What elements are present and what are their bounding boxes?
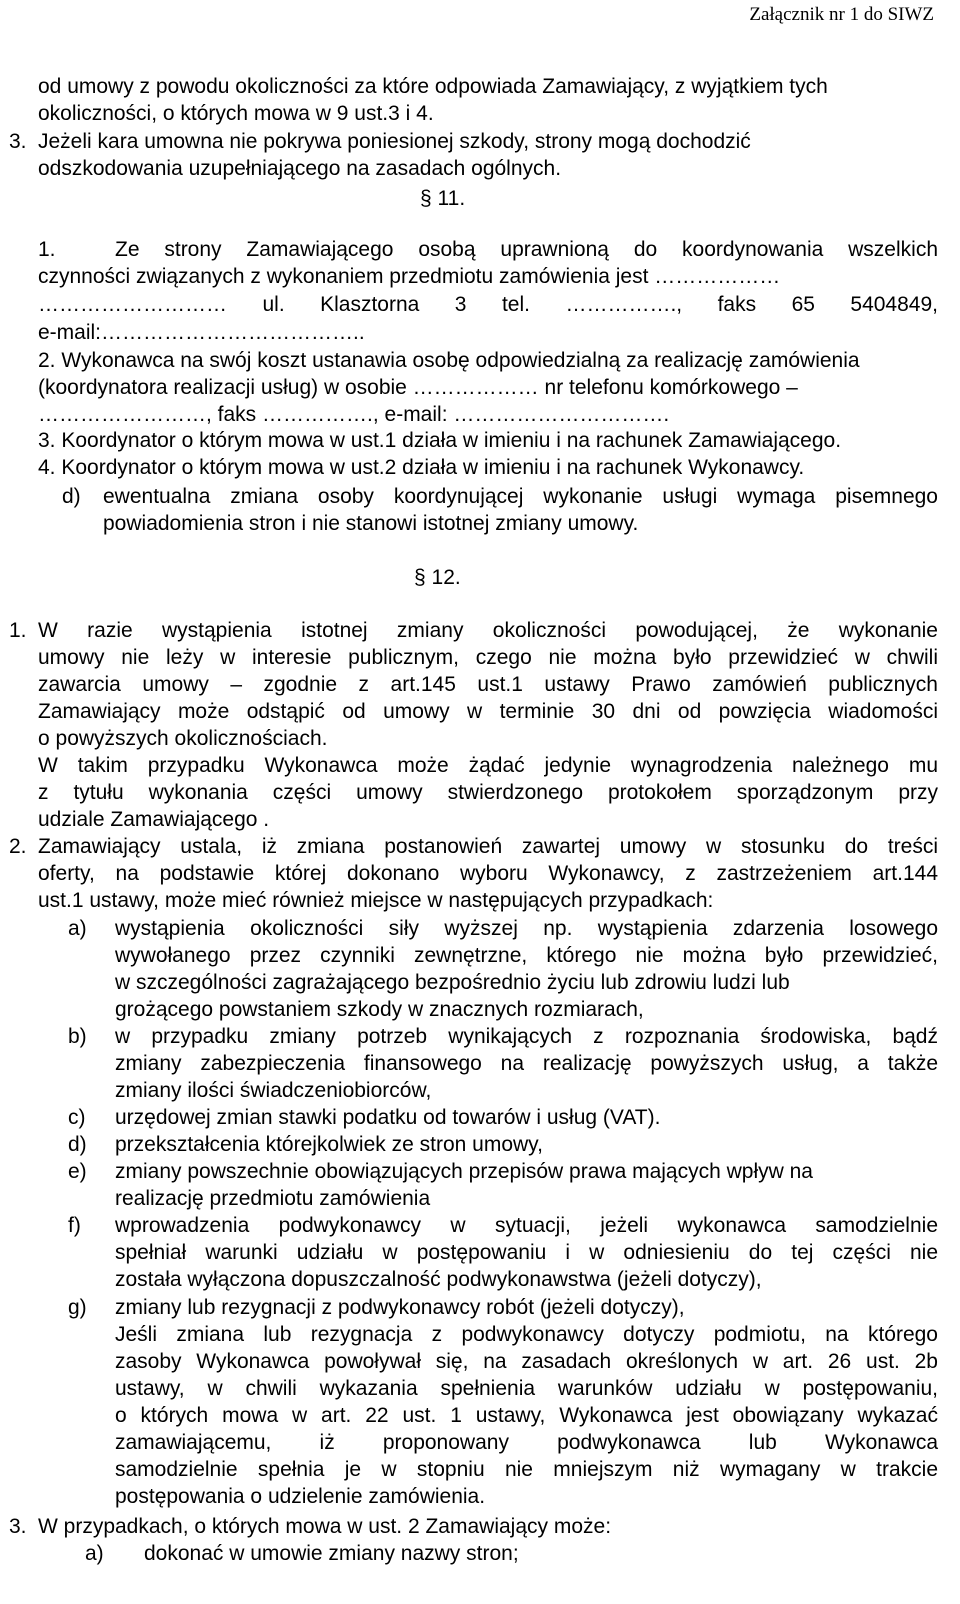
text-line: czynności związanych z wykonaniem przedmiotu zamówienia jest ……………… [38,265,781,288]
text-line: zmiany lub rezygnacji z podwykonawcy robót (jeżeli dotyczy), [115,1296,685,1319]
text-line: o powyższych okolicznościach. [38,727,328,750]
text-line: urzędowej zmian stawki podatku od towarów i usług (VAT). [115,1106,661,1129]
point-number: 1. [38,238,56,261]
section-11-heading: § 11. [420,187,466,210]
text-line: ……………………, faks ……………., e-mail: …………………………. [38,403,670,426]
section-11-point-3: 3. Koordynator o którym mowa w ust.1 działa w imieniu i na rachunek Zamawiającego. [38,429,842,452]
text-line: z tytułu wykonania części umowy stwierdzonego protokołem sporządzonym przy [38,781,938,804]
text-line: realizację przedmiotu zamówienia [115,1187,431,1210]
section-12-heading: § 12. [414,566,461,589]
text-line: Jeśli zmiana lub rezygnacja z podwykonawcy dotyczy podmiotu, na którego [115,1323,938,1346]
text-line: W razie wystąpienia istotnej zmiany okoliczności powodującej, że wykonanie [38,619,938,642]
text-line: zmiany ilości świadczeniobiorców, [115,1079,432,1102]
item-label: e) [68,1160,87,1183]
text-line: spełniał warunki udziału w postępowaniu i w odniesieniu do tej części nie [115,1241,938,1264]
text-line: e-mail:……………………………….. [38,321,365,344]
item-label: c) [68,1106,86,1129]
point-number: 2. [9,835,27,858]
text-line: wprowadzenia podwykonawcy w sytuacji, jeżeli wykonawca samodzielnie [115,1214,938,1237]
text-line: wywołanego przez czynniki zewnętrzne, którego nie można było przewidzieć, [115,944,938,967]
text-line: Ze strony Zamawiającego osobą uprawnioną do koordynowania wszelkich [115,238,938,261]
text-line: ustawy, w chwili wykazania spełnienia warunków udziału w postępowaniu, [115,1377,938,1400]
text-line: (koordynatora realizacji usług) w osobie ……………… nr telefonu komórkowego – [38,376,798,399]
section-11-point-4: 4. Koordynator o którym mowa w ust.2 działa w imieniu i na rachunek Wykonawcy. [38,456,805,479]
item-label: a) [85,1542,104,1565]
text-line: w przypadku zmiany potrzeb wynikających z rozpoznania środowiska, bądź [115,1025,938,1048]
text-line: przekształcenia którejkolwiek ze stron umowy, [115,1133,543,1156]
point-number: 1. [9,619,27,642]
text-line: zawarcia umowy – zgodnie z art.145 ust.1 ustawy Prawo zamówień publicznych [38,673,938,696]
text-line: okoliczności, o których mowa w 9 ust.3 i 4. [38,102,434,125]
text-line: 2. Wykonawca na swój koszt ustanawia osobę odpowiedzialną za realizację zamówienia [38,349,860,372]
text-line: Jeżeli kara umowna nie pokrywa poniesionej szkody, strony mogą dochodzić [38,130,751,153]
text-line: zmiany zabezpieczenia finansowego na realizację powyższych usług, a także [115,1052,938,1075]
text-line: ……………………… ul. Klasztorna 3 tel. ……………., faks 65 5404849, [38,293,938,316]
item-label: d) [68,1133,87,1156]
text-line: samodzielnie spełnia je w stopniu nie mniejszym niż wymagany w trakcie [115,1458,938,1481]
text-line: Zamawiający ustala, iż zmiana postanowień zawartej umowy w stosunku do treści [38,835,938,858]
text-line: ust.1 ustawy, może mieć również miejsce w następujących przypadkach: [38,889,714,912]
item-label: a) [68,917,87,940]
text-line: Zamawiający może odstąpić od umowy w terminie 30 dni od powzięcia wiadomości [38,700,938,723]
text-line: wystąpienia okoliczności siły wyższej np. wystąpienia zdarzenia losowego [115,917,938,940]
text-line: zmiany powszechnie obowiązujących przepisów prawa mających wpływ na [115,1160,813,1183]
text-line: ewentualna zmiana osoby koordynującej wykonanie usługi wymaga pisemnego [103,485,938,508]
text-line: powiadomienia stron i nie stanowi istotnej zmiany umowy. [103,512,639,535]
item-label: g) [68,1296,87,1319]
text-line: dokonać w umowie zmiany nazwy stron; [144,1542,519,1565]
page-header: Załącznik nr 1 do SIWZ [749,4,934,25]
item-label: f) [68,1214,81,1237]
text-line: od umowy z powodu okoliczności za które odpowiada Zamawiający, z wyjątkiem tych [38,75,828,98]
item-label: b) [68,1025,87,1048]
text-line: odszkodowania uzupełniającego na zasadach ogólnych. [38,157,562,180]
text-line: oferty, na podstawie której dokonano wyboru Wykonawcy, z zastrzeżeniem art.144 [38,862,938,885]
text-line: w szczególności zagrażającego bezpośrednio życiu lub zdrowiu ludzi lub [115,971,790,994]
text-line: postępowania o udzielenie zamówienia. [115,1485,486,1508]
point-number: 3. [9,1515,27,1538]
text-line: W przypadkach, o których mowa w ust. 2 Zamawiający może: [38,1515,612,1538]
text-line: o których mowa w art. 22 ust. 1 ustawy, Wykonawca jest obowiązany wykazać [115,1404,938,1427]
point-label: d) [62,485,81,508]
text-line: zamawiającemu, iż proponowany podwykonawca lub Wykonawca [115,1431,938,1454]
text-line: grożącego powstaniem szkody w znacznych rozmiarach, [115,998,644,1021]
text-line: została wyłączona dopuszczalność podwykonawstwa (jeżeli dotyczy), [115,1268,762,1291]
text-line: W takim przypadku Wykonawca może żądać jedynie wynagrodzenia należnego mu [38,754,938,777]
text-line: zasoby Wykonawca powoływał się, na zasadach określonych w art. 26 ust. 2b [115,1350,938,1373]
text-line: udziale Zamawiającego . [38,808,270,831]
point-number: 3. [9,130,27,153]
text-line: umowy nie leży w interesie publicznym, czego nie można było przewidzieć w chwili [38,646,938,669]
